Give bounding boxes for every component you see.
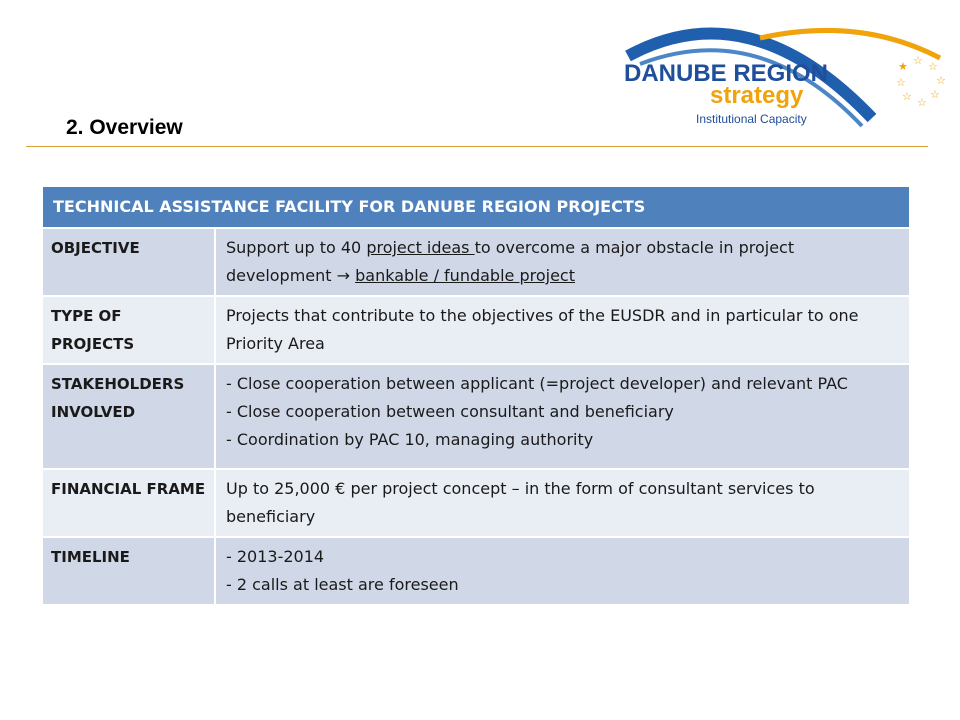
svg-text:☆: ☆ <box>936 74 946 87</box>
row-label-financial: FINANCIAL FRAME <box>42 469 215 537</box>
stakeholders-line: - Close cooperation between consultant and beneficiary <box>226 402 674 421</box>
svg-text:☆: ☆ <box>930 88 940 101</box>
danube-region-logo <box>610 8 950 133</box>
objective-underlined-ideas: project ideas <box>366 238 475 257</box>
page-title: 2. Overview <box>66 116 183 139</box>
table-header: TECHNICAL ASSISTANCE FACILITY FOR DANUBE REGION PROJECTS <box>42 186 910 228</box>
timeline-line: - 2013-2014 <box>226 547 325 566</box>
logo-stars <box>896 54 946 109</box>
row-value-timeline <box>215 537 910 605</box>
objective-text-a: Support up to 40 <box>226 238 367 257</box>
table-row-financial <box>42 469 910 537</box>
objective-text-b: to overcome a major obstacle in project development <box>226 238 795 285</box>
table-row-type <box>42 296 910 364</box>
svg-text:☆: ☆ <box>917 96 927 109</box>
logo-line1: DANUBE REGION <box>624 60 829 87</box>
table-row-stakeholders <box>42 364 910 469</box>
table-header-row <box>42 186 910 228</box>
row-label-stakeholders: STAKEHOLDERS INVOLVED <box>42 364 215 469</box>
arrow-right-icon: → <box>336 266 351 285</box>
svg-text:☆: ☆ <box>913 54 923 67</box>
table-row-timeline <box>42 537 910 605</box>
svg-text:☆: ☆ <box>902 90 912 103</box>
row-label-timeline: TIMELINE <box>42 537 215 605</box>
objective-underlined-bankable: bankable / fundable project <box>355 266 575 285</box>
table-row-objective <box>42 228 910 296</box>
svg-text:☆: ☆ <box>928 60 938 73</box>
title-divider <box>26 146 928 147</box>
row-value-type: Projects that contribute to the objectives of the EUSDR and in particular to one Priority Area <box>215 296 910 364</box>
row-value-objective <box>215 228 910 296</box>
stakeholders-line: - Close cooperation between applicant (=project developer) and relevant PAC <box>226 374 848 393</box>
row-label-type: TYPE OF PROJECTS <box>42 296 215 364</box>
svg-text:★: ★ <box>898 60 908 73</box>
row-value-financial: Up to 25,000 € per project concept – in the form of consultant services to beneficiary <box>215 469 910 537</box>
timeline-line: - 2 calls at least are foreseen <box>226 575 459 594</box>
overview-table <box>41 185 911 606</box>
row-value-stakeholders <box>215 364 910 469</box>
logo-line2: strategy <box>710 82 804 109</box>
row-label-objective: OBJECTIVE <box>42 228 215 296</box>
logo-line3: Institutional Capacity <box>696 112 807 126</box>
stakeholders-line: - Coordination by PAC 10, managing authority <box>226 430 594 449</box>
svg-text:☆: ☆ <box>896 76 906 89</box>
